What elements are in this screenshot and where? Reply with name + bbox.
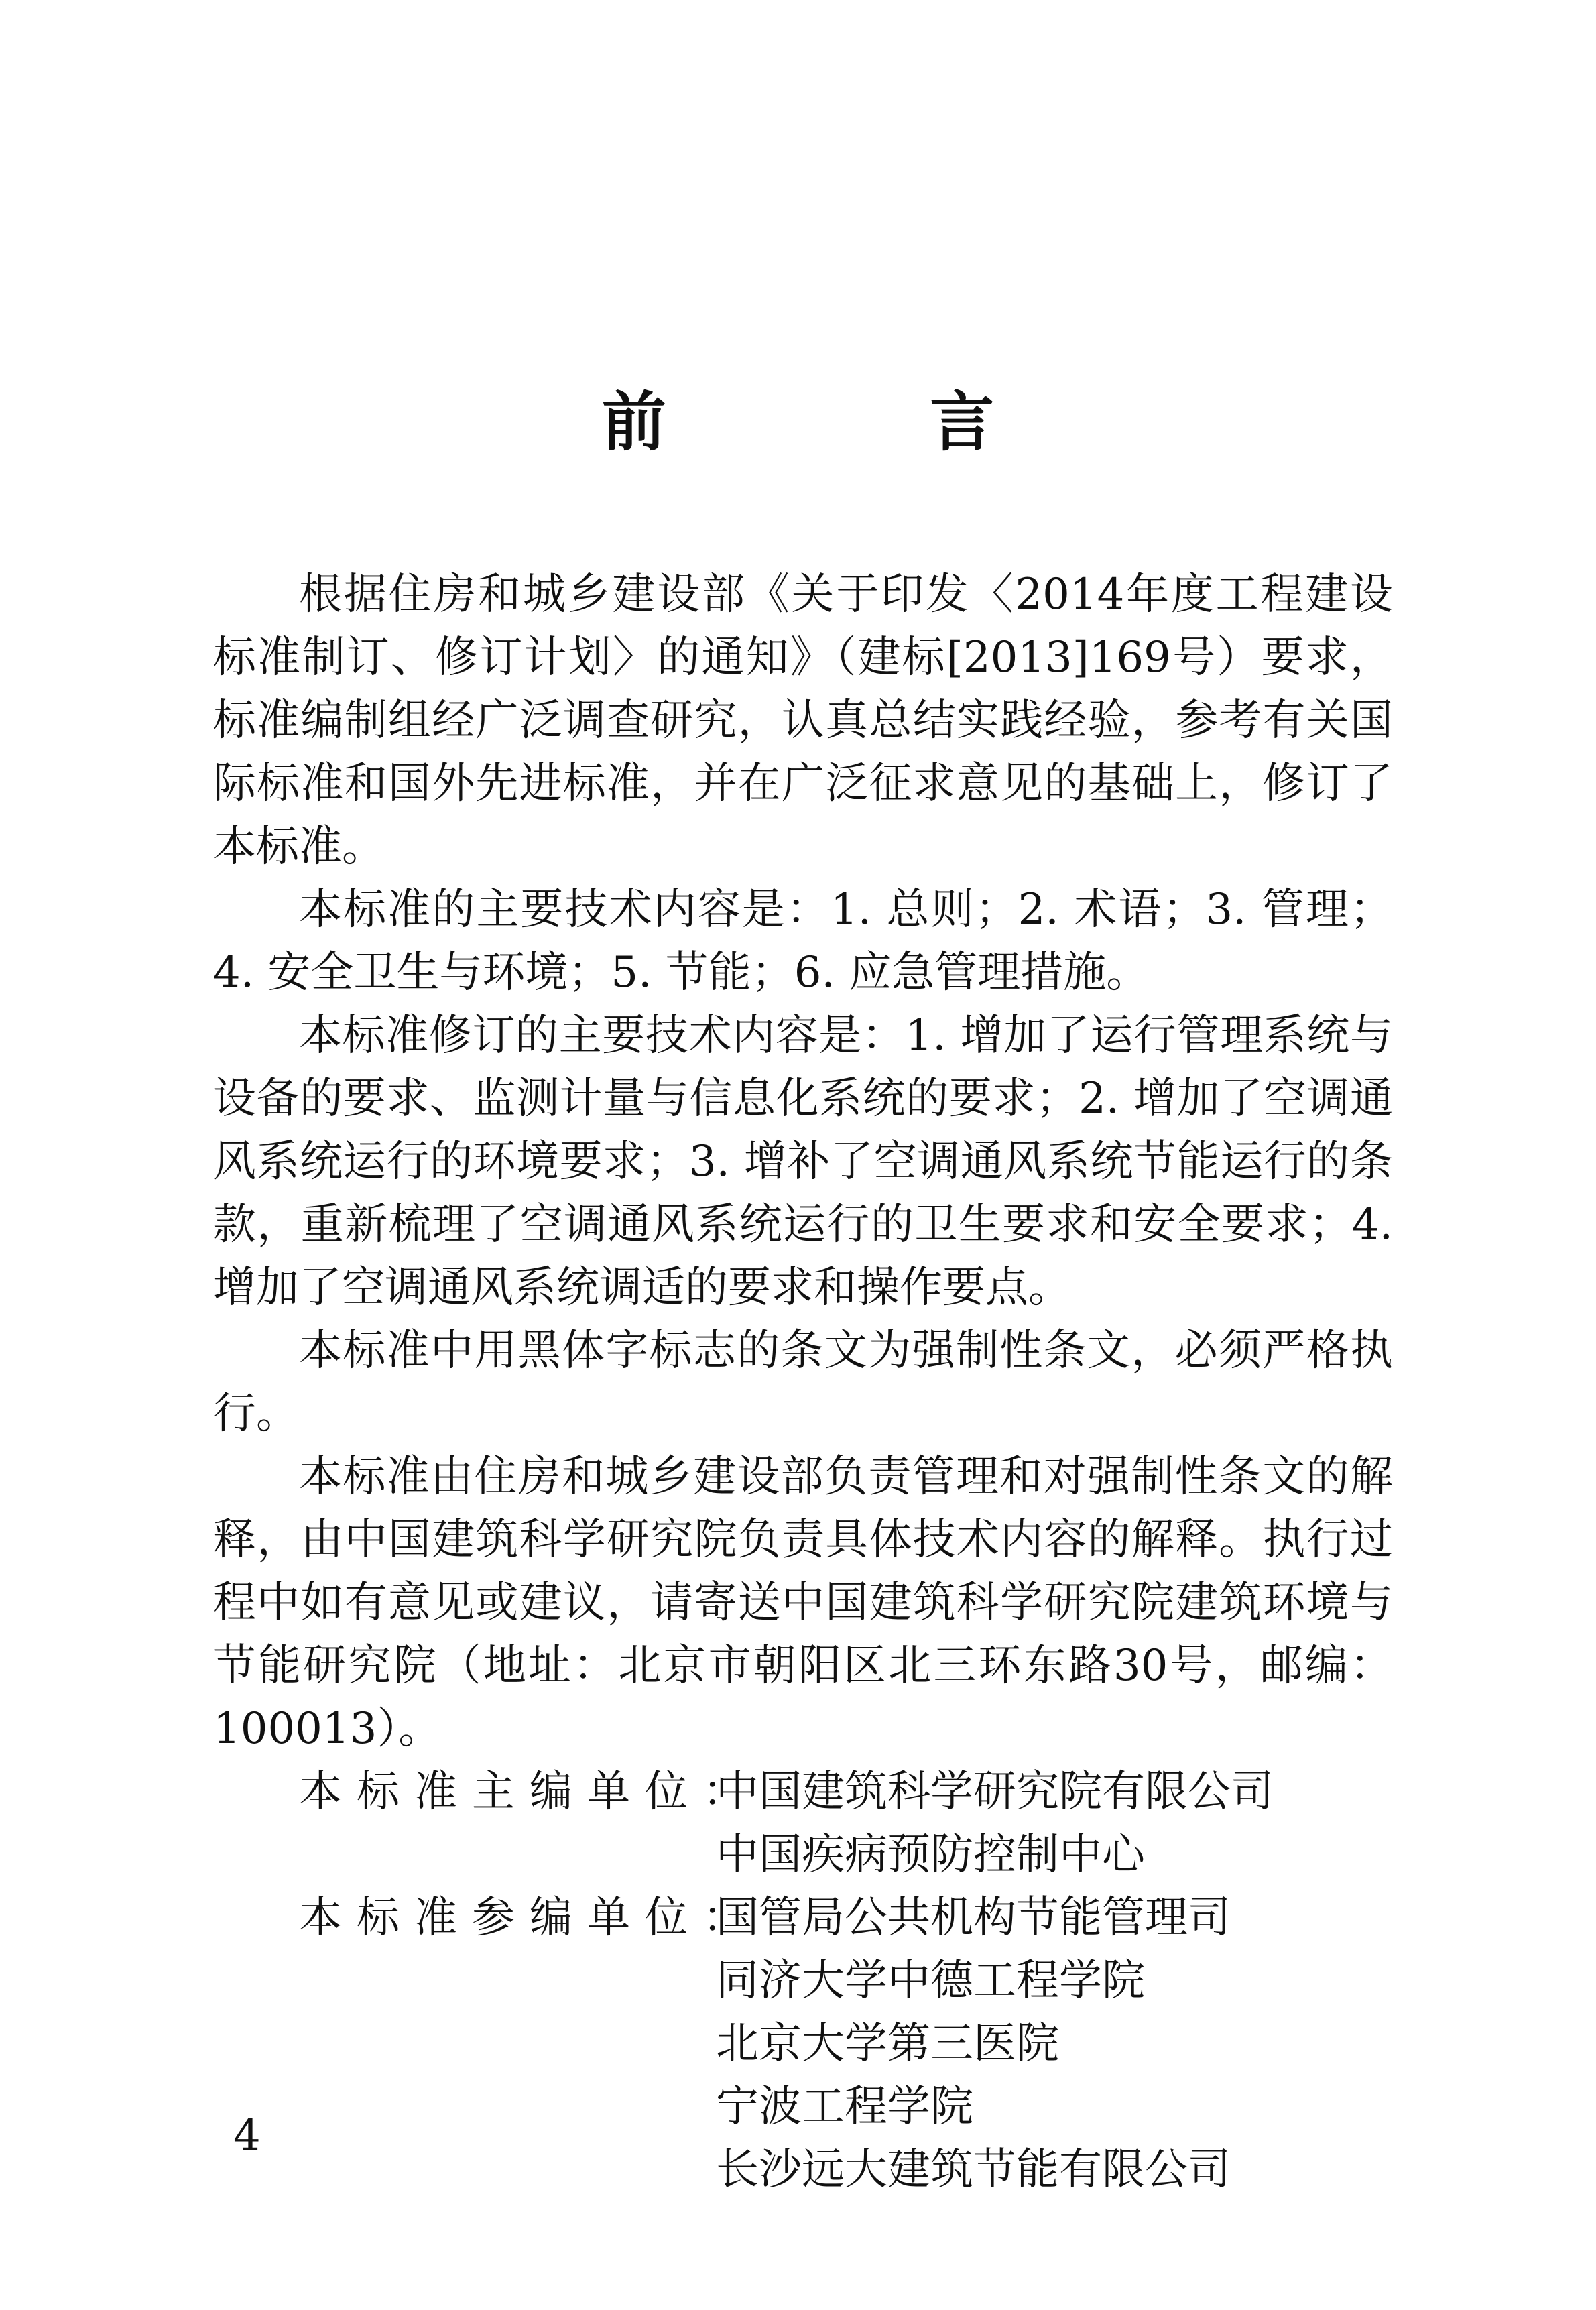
- participating-label: 本标准参编单位：: [299, 1893, 760, 1943]
- participating-unit: 长沙远大建筑节能有限公司: [716, 2145, 1231, 2195]
- paragraph-mandatory-clauses: 本标准中用黑体字标志的条文为强制性条文，必须严格执行。: [213, 1326, 1393, 1439]
- participating-unit: 国管局公共机构节能管理司: [716, 1893, 1231, 1943]
- participating-row: [213, 1886, 1393, 2201]
- chief-editor-unit: 中国建筑科学研究院有限公司: [716, 1767, 1274, 1817]
- chief-editor-row: [213, 1760, 1393, 1886]
- chief-editor-list: [716, 1760, 1274, 1886]
- participating-unit: 宁波工程学院: [716, 2082, 973, 2132]
- chief-editor-unit: 中国疾病预防控制中心: [716, 1830, 1145, 1880]
- participating-list: [716, 1886, 1231, 2201]
- paragraph-revision-content: 本标准修订的主要技术内容是：1. 增加了运行管理系统与设备的要求、监测计量与信息化系统的要求；2. 增加了空调通风系统运行的环境要求；3. 增补了空调通风系统节能运行的条款，重新梳理了空调通风系统运行的卫生要求和安全要求；4. 增加了空调通风系统调适的要求和操作要点。: [213, 1011, 1393, 1313]
- participating-unit: 北京大学第三医院: [716, 2019, 1059, 2069]
- page-title: 前 言: [601, 384, 1115, 460]
- editor-units: [213, 1760, 1393, 2201]
- page-number: 4: [233, 2111, 261, 2161]
- paragraph-management: 本标准由住房和城乡建设部负责管理和对强制性条文的解释，由中国建筑科学研究院负责具体技术内容的解释。执行过程中如有意见或建议，请寄送中国建筑科学研究院建筑环境与节能研究院（地址：北京市朝阳区北三环东路30号，邮编：100013）。: [213, 1452, 1393, 1754]
- chief-editor-label: 本标准主编单位：: [299, 1767, 760, 1817]
- participating-unit: 同济大学中德工程学院: [716, 1956, 1145, 2006]
- paragraph-basis: 根据住房和城乡建设部《关于印发〈2014年度工程建设标准制订、修订计划〉的通知》（建标[2013]169号）要求，标准编制组经广泛调查研究，认真总结实践经验，参考有关国际标准和国外先进标准，并在广泛征求意见的基础上，修订了本标准。: [213, 570, 1393, 871]
- preface-body: [213, 563, 1393, 2201]
- paragraph-main-content: 本标准的主要技术内容是：1. 总则；2. 术语；3. 管理；4. 安全卫生与环境；5. 节能；6. 应急管理措施。: [213, 885, 1393, 997]
